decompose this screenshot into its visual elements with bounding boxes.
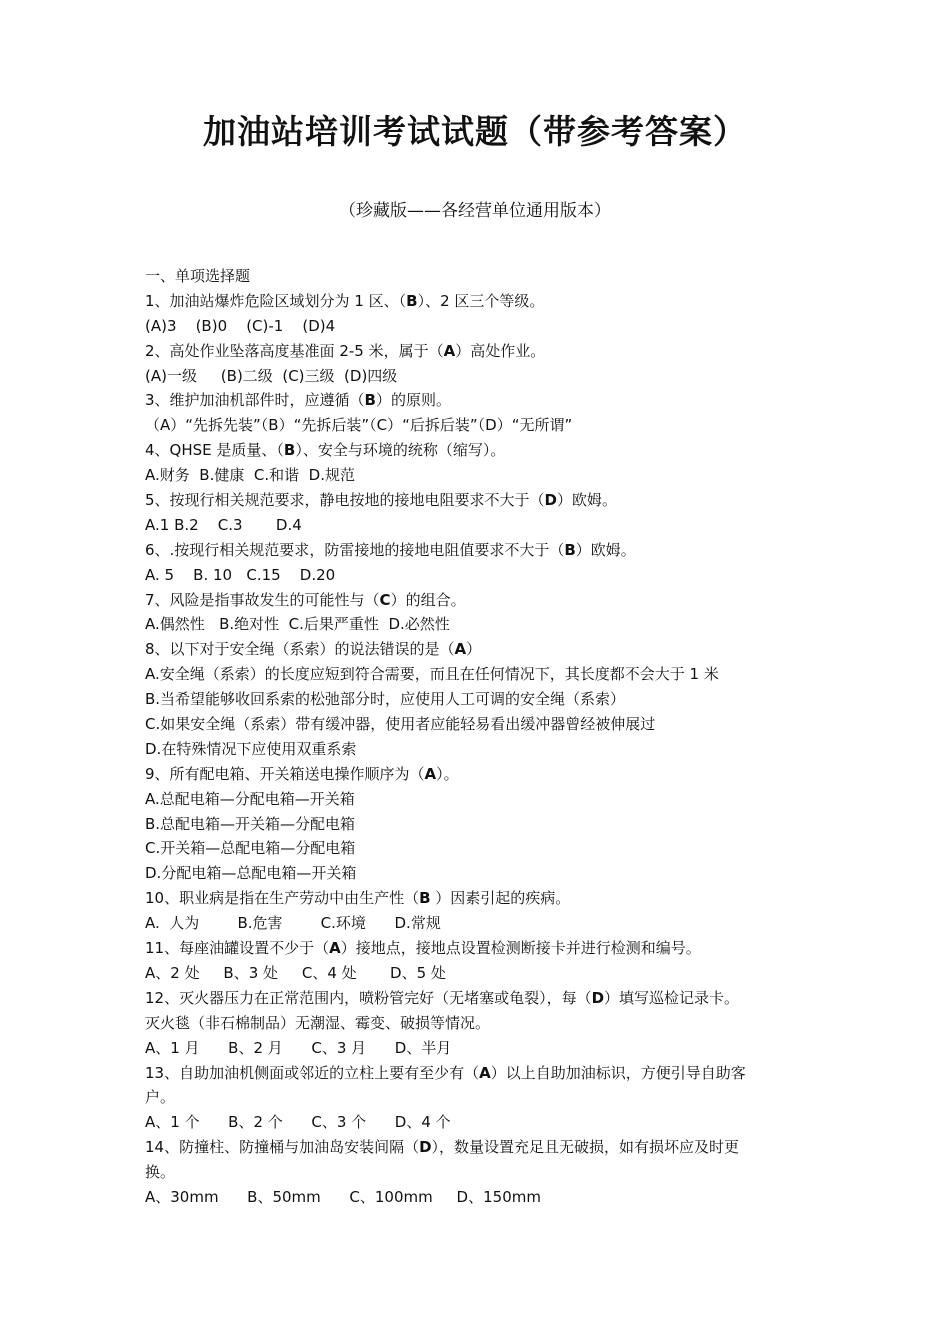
question-13-continued: 户。	[145, 1088, 176, 1107]
question-6: 6、.按现行相关规范要求，防雷接地的接地电阻值要求不大于（B）欧姆。	[145, 540, 636, 559]
question-2: 2、高处作业坠落高度基准面 2-5 米，属于（A）高处作业。	[145, 341, 546, 360]
question-7: 7、风险是指事故发生的可能性与（C）的组合。	[145, 590, 466, 609]
answer-14: D	[419, 1138, 432, 1157]
question-9: 9、所有配电箱、开关箱送电操作顺序为（A）。	[145, 764, 459, 783]
page-title: 加油站培训考试试题（带参考答案）	[203, 112, 747, 151]
options-12: A、1 月 B、2 月 C、3 月 D、半月	[145, 1038, 452, 1057]
answer-4: B	[283, 441, 296, 460]
question-5: 5、按现行相关规范要求，静电按地的接地电阻要求不大于（D）欧姆。	[145, 491, 618, 510]
question-10: 10、职业病是指在生产劳动中由生产性（B ）因素引起的疾病。	[145, 889, 571, 908]
options-10: A. 人为 B.危害 C.环境 D.常规	[145, 914, 441, 933]
answer-10: B	[419, 889, 431, 908]
answer-6: B	[564, 540, 576, 559]
answer-8: A	[454, 640, 467, 659]
question-12-continued: 灭火毯（非石棉制品）无潮湿、霉变、破损等情况。	[145, 1013, 491, 1032]
question-14: 14、防撞柱、防撞桶与加油岛安装间隔（D），数量设置充足且无破损，如有损坏应及时更	[145, 1138, 740, 1157]
answer-13: A	[479, 1063, 491, 1082]
question-3: 3、维护加油机部件时，应遵循（B）的原则。	[145, 391, 451, 410]
answer-11: A	[329, 939, 341, 958]
option-9d: D.分配电箱—总配电箱—开关箱	[145, 864, 357, 883]
options-13: A、1 个 B、2 个 C、3 个 D、4 个	[145, 1113, 451, 1132]
page-subtitle: （珍藏版——各经营单位通用版本）	[339, 201, 611, 221]
options-2: (A)一级 (B)二级 (C)三级 (D)四级	[145, 366, 398, 385]
options-6: A. 5 B. 10 C.15 D.20	[145, 565, 336, 584]
question-12: 12、灭火器压力在正常范围内，喷粉管完好（无堵塞或龟裂），每（D）填写巡检记录卡。	[145, 988, 740, 1007]
options-5: A.1 B.2 C.3 D.4	[145, 515, 302, 534]
option-8a: A.安全绳（系索）的长度应短到符合需要，而且在任何情况下，其长度都不会大于 1 米	[145, 665, 719, 684]
option-9b: B.总配电箱—开关箱—分配电箱	[145, 814, 356, 833]
answer-1: B	[406, 291, 418, 310]
question-4: 4、QHSE 是质量、（B）、安全与环境的统称（缩写）。	[145, 441, 506, 460]
option-9c: C.开关箱—总配电箱—分配电箱	[145, 839, 356, 858]
answer-3: B	[364, 391, 376, 410]
options-7: A.偶然性 B.绝对性 C.后果严重性 D.必然性	[145, 615, 450, 634]
answer-9: A	[424, 764, 437, 783]
option-9a: A.总配电箱—分配电箱—开关箱	[145, 789, 355, 808]
question-13: 13、自助加油机侧面或邻近的立柱上要有至少有（A）以上自助加油标识，方便引导自助客	[145, 1063, 746, 1082]
question-14-continued: 换。	[145, 1163, 176, 1182]
options-1: (A)3 (B)0 (C)-1 (D)4	[145, 316, 336, 335]
answer-7: C	[379, 590, 391, 609]
answer-5: D	[544, 491, 557, 510]
section-heading: 一、单项选择题	[145, 267, 251, 285]
options-4: A.财务 B.健康 C.和谐 D.规范	[145, 466, 355, 485]
options-14: A、30mm B、50mm C、100mm D、150mm	[145, 1187, 541, 1206]
option-8c: C.如果安全绳（系索）带有缓冲器，使用者应能轻易看出缓冲器曾经被伸展过	[145, 715, 656, 734]
question-8: 8、以下对于安全绳（系索）的说法错误的是（A）	[145, 640, 482, 659]
answer-2: A	[443, 341, 456, 360]
option-8d: D.在特殊情况下应使用双重系索	[145, 739, 357, 758]
question-1: 1、加油站爆炸危险区域划分为 1 区、（B）、2 区三个等级。	[145, 291, 545, 310]
answer-12: D	[591, 988, 605, 1007]
options-3: （A）“先拆先装”（B）“先拆后装”（C）“后拆后装”（D）“无所谓”	[145, 416, 573, 435]
question-11: 11、每座油罐设置不少于（A）接地点，接地点设置检测断接卡并进行检测和编号。	[145, 939, 701, 958]
options-11: A、2 处 B、3 处 C、4 处 D、5 处	[145, 963, 446, 982]
question-list	[145, 264, 815, 1210]
option-8b: B.当希望能够收回系索的松弛部分时，应使用人工可调的安全绳（系索）	[145, 690, 626, 709]
